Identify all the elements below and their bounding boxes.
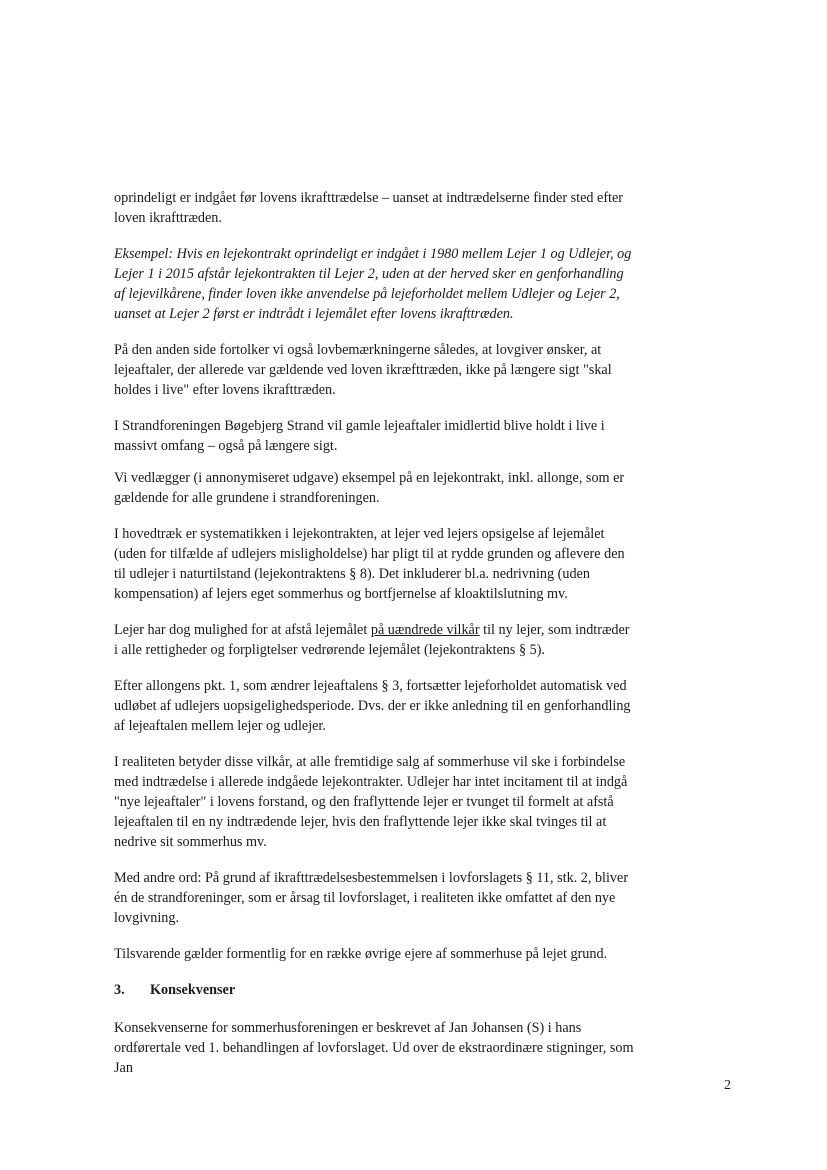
paragraph-consequences: Konsekvenserne for sommerhusforeningen er beskrevet af Jan Johansen (S) i hans ordførertale ved 1. behandlingen af lovforslaget. Ud over de ekstraordinære stigninger, som Jan (114, 1020, 634, 1076)
transfer-text-end: til ny lejer, som indtræder i alle rettigheder og forpligtelser vedrørende lejemålet (lejekontraktens § 5). (114, 622, 630, 658)
paragraph-similarly: Tilsvarende gælder formentlig for en række øvrige ejere af sommerhuse på lejet grund. (114, 946, 608, 962)
page-number: 2 (724, 1078, 731, 1093)
paragraph-in-other-words: Med andre ord: På grund af ikrafttrædelsesbestemmelsen i lovforslagets § 11, stk. 2, bliver én de strandforeninger, som er årsag til lovforslaget, i realiteten ikke omfattet af den nye lovgivning. (114, 870, 629, 926)
paragraph-example (114, 244, 636, 324)
section-number: 3. (114, 982, 125, 998)
paragraph-strandforeningen: I Strandforeningen Bøgebjerg Strand vil gamle lejeaftaler imidlertid blive holdt i live i massivt omfang – også på længere sigt. (114, 418, 605, 454)
document-body (114, 188, 636, 1094)
paragraph-transfer (114, 620, 636, 660)
underlined-terms: på uændrede vilkår (370, 622, 480, 638)
paragraph-interpretation: På den anden side fortolker vi også lovbemærkningerne således, at lovgiver ønsker, at lejeaftaler, der allerede var gældende ved loven ikræfttræden, ikke på længere sigt "skal holdes i live" efter lovens ikrafttræden. (114, 342, 612, 398)
paragraph-reality: I realiteten betyder disse vilkår, at alle fremtidige salg af sommerhuse vil ske i forbindelse med indtrædelse i allerede indgåede lejekontrakter. Udlejer har intet incitament til at indgå "nye lejeaftaler" i lovens forstand, og den fraflyttende lejer er tvunget til formelt at afstå lejeaftalen til en ny indtrædende lejer, hvis den fraflyttende lejer ikke skal tvinges til at nedrive sit sommerhus mv. (114, 754, 628, 850)
section-heading (114, 980, 636, 1000)
paragraph-attachment: Vi vedlægger (i annonymiseret udgave) eksempel på en lejekontrakt, inkl. allonge, som er gældende for alle grundene i strandforeningen. (114, 470, 625, 506)
paragraph-allonge: Efter allongens pkt. 1, som ændrer lejeaftalens § 3, fortsætter lejeforholdet automatisk ved udløbet af udlejers uopsigelighedsperiode. Dvs. der er ikke anledning til en genforhandling af lejeaftalen mellem lejer og udlejer. (114, 678, 631, 734)
example-text: Eksempel: Hvis en lejekontrakt oprindeligt er indgået i 1980 mellem Lejer 1 og Udlejer, og Lejer 1 i 2015 afstår lejekontrakten til Lejer 2, uden at der herved sker en genforhandling af lejevilkårene, finder loven ikke anvendelse på lejeforholdet mellem Udlejer og Lejer 2, uanset at Lejer 2 først er indtrådt i lejemålet efter lovens ikrafttræden. (114, 246, 632, 322)
section-title: Konsekvenser (150, 982, 236, 998)
paragraph-systematics: I hovedtræk er systematikken i lejekontrakten, at lejer ved lejers opsigelse af lejemålet (uden for tilfælde af udlejers misligholdelse) har pligt til at rydde grunden og aflevere den til udlejer i naturtilstand (lejekontraktens § 8). Det inkluderer bl.a. nedrivning (uden kompensation) af lejers eget sommerhus og bortfjernelse af kloaktilslutning mv. (114, 526, 625, 602)
transfer-text-start: Lejer har dog mulighed for at afstå lejemålet (114, 622, 371, 638)
paragraph-continuation: oprindeligt er indgået før lovens ikrafttrædelse – uanset at indtrædelserne finder sted efter loven ikrafttræden. (114, 190, 624, 226)
